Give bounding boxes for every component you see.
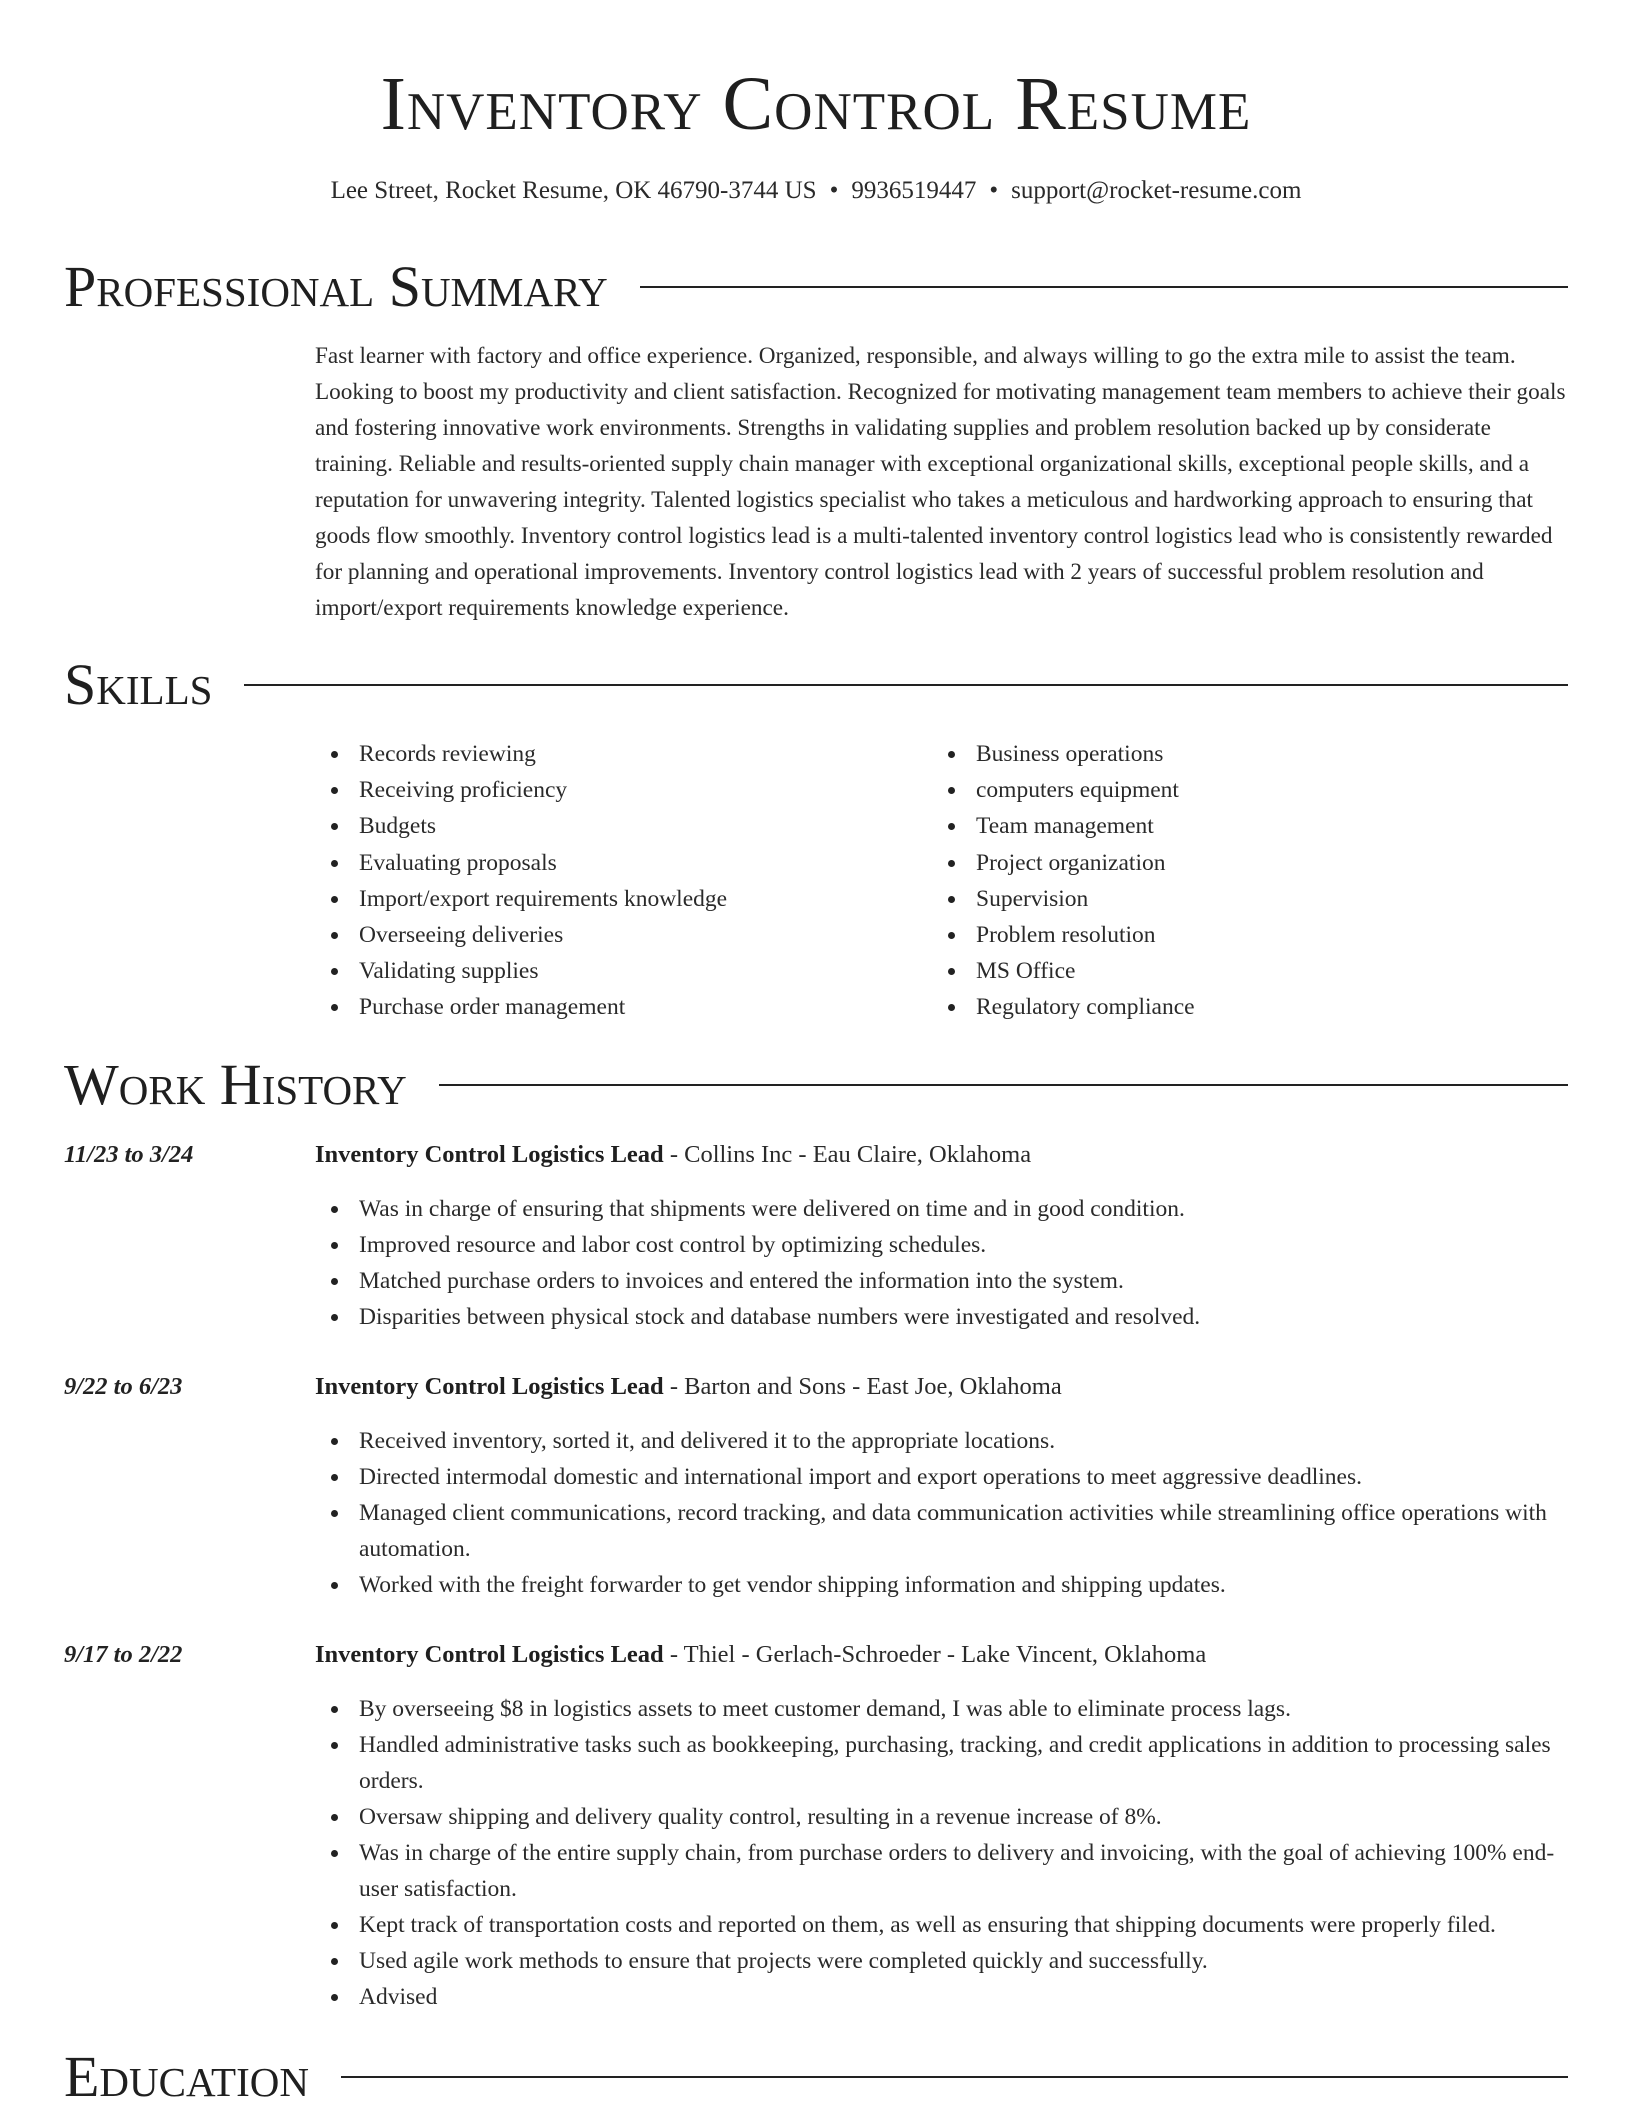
job-heading bbox=[315, 1370, 1062, 1404]
resume-title: Inventory Control Resume bbox=[380, 62, 1252, 146]
job-employer: - Barton and Sons - East Joe, Oklahoma bbox=[663, 1373, 1062, 1400]
job-bullet: Matched purchase orders to invoices and entered the information into the system. bbox=[315, 1263, 1577, 1299]
job-dates: 9/22 to 6/23 bbox=[64, 1373, 183, 1400]
job-heading bbox=[315, 1638, 1206, 1672]
skills-list-right bbox=[932, 736, 1532, 1026]
skills-section-title: Skills bbox=[64, 652, 213, 717]
job-bullets bbox=[315, 1191, 1577, 1335]
section-divider bbox=[244, 684, 1568, 686]
job-bullet: Was in charge of the entire supply chain, from purchase orders to delivery and invoicing, with the goal of achieving 100% end-user satisfaction. bbox=[315, 1835, 1577, 1907]
summary-section-title: Professional Summary bbox=[64, 254, 608, 319]
job-bullet: Was in charge of ensuring that shipments were delivered on time and in good condition. bbox=[315, 1191, 1577, 1227]
skill-item: Business operations bbox=[932, 736, 1532, 772]
skill-item: Project organization bbox=[932, 845, 1532, 881]
contact-line bbox=[0, 174, 1632, 208]
job-bullet: By overseeing $8 in logistics assets to meet customer demand, I was able to eliminate process lags. bbox=[315, 1691, 1577, 1727]
job-bullet: Worked with the freight forwarder to get vendor shipping information and shipping updates. bbox=[315, 1567, 1577, 1603]
education-section-title: Education bbox=[64, 2044, 309, 2109]
job-bullet: Oversaw shipping and delivery quality control, resulting in a revenue increase of 8%. bbox=[315, 1799, 1577, 1835]
education-section-header bbox=[64, 2042, 1568, 2112]
job-bullet: Received inventory, sorted it, and delivered it to the appropriate locations. bbox=[315, 1423, 1577, 1459]
summary-text: Fast learner with factory and office experience. Organized, responsible, and always willing to go the extra mile to assist the team. Looking to boost my productivity and client satisfaction. Recognized for motivating management team members to achieve their goals and fostering innovative work environments. Strengths in validating supplies and problem resolution backed up by considerate training. Reliable and results-oriented supply chain manager with exceptional organizational skills, exceptional people skills, and a reputation for unwavering integrity. Talented logistics specialist who takes a meticulous and hardworking approach to ensuring that goods flow smoothly. Inventory control logistics lead is a multi-talented inventory control logistics lead who is consistently rewarded for planning and operational improvements. Inventory control logistics lead with 2 years of successful problem resolution and import/export requirements knowledge experience. bbox=[315, 343, 1566, 621]
job-title: Inventory Control Logistics Lead bbox=[315, 1641, 664, 1668]
skill-item: Receiving proficiency bbox=[315, 772, 915, 808]
contact-email: support@rocket-resume.com bbox=[1011, 177, 1302, 204]
job-dates: 9/17 to 2/22 bbox=[64, 1641, 183, 1668]
contact-separator: • bbox=[829, 177, 839, 204]
job-dates: 11/23 to 3/24 bbox=[64, 1141, 194, 1168]
job-bullet: Advised bbox=[315, 1979, 1577, 2015]
section-divider bbox=[439, 1084, 1568, 1086]
job-bullet: Handled administrative tasks such as bookkeeping, purchasing, tracking, and credit applications in addition to processing sales orders. bbox=[315, 1727, 1577, 1799]
skills-list-left bbox=[315, 736, 915, 1026]
summary-section-header bbox=[64, 252, 1568, 322]
skill-item: Purchase order management bbox=[315, 989, 915, 1025]
skill-item: Overseeing deliveries bbox=[315, 917, 915, 953]
job-bullet: Improved resource and labor cost control by optimizing schedules. bbox=[315, 1227, 1577, 1263]
skill-item: Supervision bbox=[932, 881, 1532, 917]
contact-address: Lee Street, Rocket Resume, OK 46790-3744 US bbox=[330, 177, 817, 204]
job-employer: - Collins Inc - Eau Claire, Oklahoma bbox=[663, 1141, 1032, 1168]
skill-item: Validating supplies bbox=[315, 953, 915, 989]
job-bullet: Kept track of transportation costs and reported on them, as well as ensuring that shipping documents were properly filed. bbox=[315, 1907, 1577, 1943]
skill-item: Problem resolution bbox=[932, 917, 1532, 953]
job-bullet: Managed client communications, record tracking, and data communication activities while streamlining office operations with automation. bbox=[315, 1495, 1577, 1567]
work-section-title: Work History bbox=[64, 1052, 407, 1117]
job-title: Inventory Control Logistics Lead bbox=[315, 1141, 664, 1168]
skill-item: computers equipment bbox=[932, 772, 1532, 808]
skill-item: Import/export requirements knowledge bbox=[315, 881, 915, 917]
section-divider bbox=[341, 2076, 1568, 2078]
job-title: Inventory Control Logistics Lead bbox=[315, 1373, 664, 1400]
skill-item: Evaluating proposals bbox=[315, 845, 915, 881]
job-bullet: Directed intermodal domestic and international import and export operations to meet aggressive deadlines. bbox=[315, 1459, 1577, 1495]
job-bullets bbox=[315, 1691, 1577, 2015]
skill-item: Budgets bbox=[315, 808, 915, 844]
work-section-header bbox=[64, 1050, 1568, 1120]
skill-item: MS Office bbox=[932, 953, 1532, 989]
job-bullet: Disparities between physical stock and database numbers were investigated and resolved. bbox=[315, 1299, 1577, 1335]
job-bullets bbox=[315, 1423, 1577, 1603]
section-divider bbox=[640, 286, 1568, 288]
job-employer: - Thiel - Gerlach-Schroeder - Lake Vincent, Oklahoma bbox=[663, 1641, 1207, 1668]
skills-section-header bbox=[64, 650, 1568, 720]
contact-phone: 9936519447 bbox=[851, 177, 977, 204]
skill-item: Records reviewing bbox=[315, 736, 915, 772]
skill-item: Regulatory compliance bbox=[932, 989, 1532, 1025]
contact-separator: • bbox=[989, 177, 999, 204]
job-bullet: Used agile work methods to ensure that projects were completed quickly and successfully. bbox=[315, 1943, 1577, 1979]
skill-item: Team management bbox=[932, 808, 1532, 844]
job-heading bbox=[315, 1138, 1031, 1172]
